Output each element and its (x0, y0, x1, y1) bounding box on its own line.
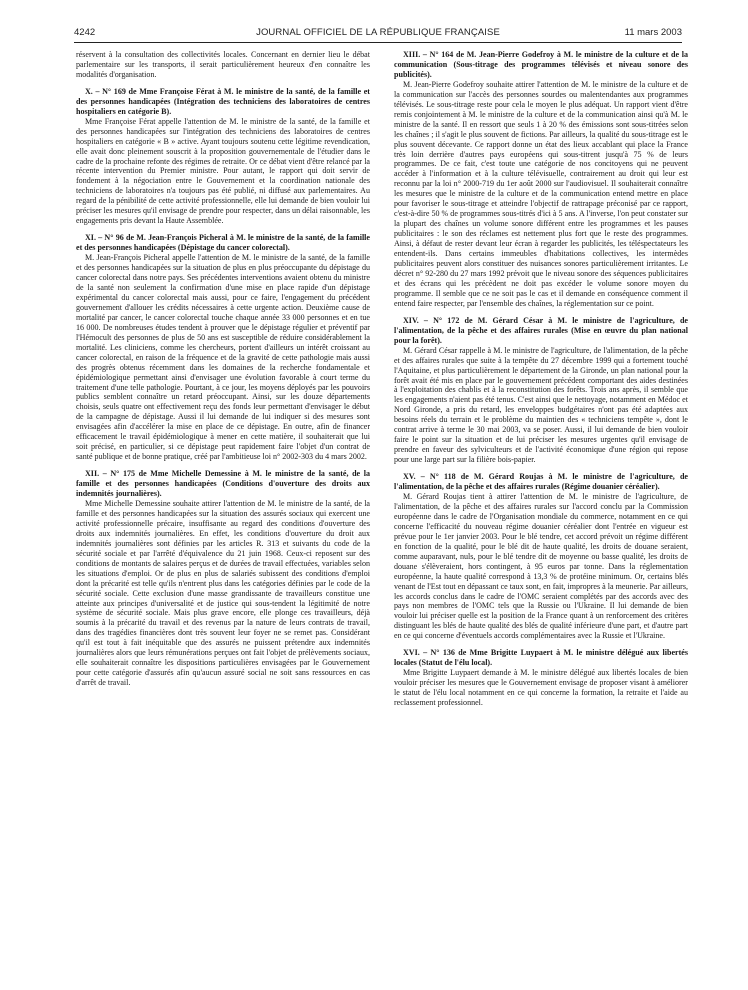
question-body-xii: Mme Michelle Demessine souhaite attirer l'attention de M. le ministre de la santé, de la famille et des personnes handicapées sur la situation des assurés sociaux qui exercent une activité professionnelle précaire, insuffisante au regard des conditions d'ouverture des droits aux indemnités journalières. En effet, les conditions d'ouverture du droit aux indemnités journalières sont définies par les articles R. 313 et suivants du code de la sécurité sociale et par l'arrêté d'équivalence du 21 juin 1968. Ceux-ci reposent sur des conditions de montants de salaires perçus et de durées de travail effectuées, variables selon les situations d'emploi. Or de plus en plus de salariés subissent des conditions d'emploi dont la précarité est telle qu'ils n'entrent plus dans les catégories définies par le code de la sécurité sociale. Cette exclusion d'une masse grandissante de travailleurs constitue une atteinte aux principes d'universalité et de justice qui sous-tendent la légitimité de notre système de sécurité sociale. Mais plus grave encore, elle plonge ces travailleurs, déjà soumis à la précarité du travail et des revenus par la nature de leurs contrats de travail, dans des tragédies financières dont très souvent leur foyer ne se remet pas. Considérant qu'il est tout à fait inéquitable que des assurés ne puissent prétendre aux indemnités journalières alors que leurs rémunérations perçues ont fait l'objet de prélèvements sociaux, elle souhaiterait connaître les dispositions particulières envisagées par le Gouvernement pour cette catégorie d'assurés afin qu'aucun assuré social ne soit sans ressources en cas d'arrêt de travail. (76, 498, 370, 688)
question-heading-xiv: XIV. – N° 172 de M. Gérard César à M. le ministre de l'agriculture, de l'alimentation, de la pêche et des affaires rurales (Mise en œuvre du plan national pour la forêt). (394, 315, 688, 345)
header-rule (74, 42, 682, 43)
page-number: 4242 (74, 27, 96, 38)
question-body-xiv: M. Gérard César rappelle à M. le ministre de l'agriculture, de l'alimentation, de la pêche et des affaires rurales que suite à la tempête du 27 décembre 1999 qui a fortement touché l'Aquitaine, et plus particulièrement le département de la Gironde, un plan national pour la forêt avait été mis en place par le gouvernement précédent comportant des aides destinées à l'exploitation des chablis et à la reconstitution des forêts. Trois ans après, il semble que les engagements n'aient pas été tenus. C'est ainsi que le nettoyage, notamment en Médoc et Nord Gironde, a pris du retard, les enveloppes budgétaires n'ont pas été adaptées aux besoins réels du terrain et le problème du maintien des « techniciens tempête », dont le contrat arrive à terme le 30 mai 2003, va se poser. Aussi, il lui demande de bien vouloir faire le point sur la situation et de lui préciser les mesures urgentes qu'il envisage de prendre en faveur des sylviculteurs et de l'activité économique d'une région qui repose pour une large part sur la filière bois-papier. (394, 345, 688, 465)
question-body-xiii: M. Jean-Pierre Godefroy souhaite attirer l'attention de M. le ministre de la culture et de la communication sur l'accès des personnes sourdes ou malentendantes aux programmes télévisés. Le sous-titrage reste pour cela le moyen le plus adéquat. Un rapport vient d'être remis conjointement à M. le ministre de la culture et de la communication ainsi qu'à M. le ministre de la santé. Il en ressort que seuls 1 à 20 % des émissions sont sous-titrées selon les chaînes ; il s'agit le plus souvent de fictions. Par ailleurs, la qualité du sous-titrage est le plus souvent décevante. Ce rapport donne un état des lieux accablant qui place la France très loin derrière d'autres pays européens qui sous-titrent jusqu'à 75 % de leurs programmes. De ce fait, c'est toute une catégorie de nos concitoyens qui ne peuvent accéder à l'information et à la culture télévisuelle, contrairement au droit qui leur est reconnu par la loi n° 2000-719 du 1er août 2000 sur l'audiovisuel. Il souhaiterait connaître les mesures que le ministre de la culture et de la communication entend mettre en place pour favoriser le sous-titrage et atteindre l'objectif de rattrapage préconisé par ce rapport, c'est-à-dire 50 % de programmes sous-titrés d'ici à 5 ans. A l'inverse, l'on peut constater sur la plupart des chaînes un volume sonore différent entre les programmes et les pauses publicitaires : le son des réclames est nettement plus fort que le reste des programmes. Ainsi, à défaut de rester devant leur écran à regarder les publicités, les téléspectateurs les entendent-ils. Dans certains immeubles d'habitations collectives, les intermèdes publicitaires peuvent alors constituer des nuisances sonores particulièrement irritantes. Le décret n° 92-280 du 27 mars 1992 prévoit que le niveau sonore des séquences publicitaires et des écrans qui les précèdent ne doit pas excéder le volume sonore moyen du programme. Il semble que ce ne soit pas le cas et il demande en conséquence comment il entend faire respecter, par l'ensemble des chaînes, la réglementation sur ce point. (394, 79, 688, 308)
question-heading-xiii: XIII. – N° 164 de M. Jean-Pierre Godefroy à M. le ministre de la culture et de la communication (Sous-titrage des programmes télévisés et niveau sonore des publicités). (394, 50, 688, 79)
left-column (76, 50, 370, 980)
issue-date: 11 mars 2003 (624, 27, 682, 38)
question-body-x: Mme Françoise Férat appelle l'attention de M. le ministre de la santé, de la famille et des personnes handicapées sur l'intégration des techniciens des laboratoires de centres hospitaliers en catégorie « B » active. Ayant toujours soutenu cette légitime revendication, elle avait donc pleinement souscrit à la proposition gouvernementale de l'étudier dans le cadre de la prochaine refonte des régimes de retraite. Or ce débat vient d'être relancé par la récente intervention du Premier ministre. Pour autant, le rapport qui doit servir de fondement à la négociation entre le Gouvernement et la coordination nationale des techniciens de laboratoires n'a toujours pas été publié, ni diffusé aux parlementaires. Au regard de la pénibilité de cette activité professionnelle, elle lui demande de bien vouloir lui préciser les mesures qu'il envisage de prendre pour respecter, dans un délai raisonnable, les engagements pris devant la Haute Assemblée. (76, 116, 370, 226)
question-body-xvi: Mme Brigitte Luypaert demande à M. le ministre délégué aux libertés locales de bien vouloir préciser les mesures que le Gouvernement envisage de proposer visant à améliorer le statut de l'élu local notamment en ce qui concerne la formation, la retraite et l'aide au reclassement professionnel. (394, 668, 688, 708)
continued-paragraph: réservent à la consultation des collectivités locales. Concernant en dernier lieu le débat parlementaire sur les transports, il serait particulièrement heureux d'en connaître les modalités d'organisation. (76, 50, 370, 79)
question-body-xv: M. Gérard Roujas tient à attirer l'attention de M. le ministre de l'agriculture, de l'alimentation, de la pêche et des affaires rurales sur l'accord conclu par la Commission européenne dans le cadre de l'Organisation mondiale du commerce, notamment en ce qui concerne l'efficacité du nouveau régime douanier céréalier dont l'entrée en vigueur est prévue pour le 1er janvier 2003. Pour le blé tendre, cet accord prévoit un régime différent en fonction de la qualité, pour le blé dit de haute qualité, les droits de douane seraient, comme auparavant, nuls, pour le blé tendre dit de moyenne ou basse qualité, les droits de douane s'élèveraient, hors contingent, à 95 euros par tonne. Dans la réglementation européenne, la haute qualité correspond à 13,3 % de protéine minimum. Or, certains blés venant de l'Est tout en dépassant ce taux sont, en fait, impropres à la meunerie. Par ailleurs, les accords conclus dans le cadre de l'OMC seraient complétés par des accords avec des pays non membres de l'OMC tels que la Russie ou l'Ukraine. Il lui demande de bien vouloir lui préciser quelle est la position de la France quant à un renforcement des critères distinguant les blés de haute qualité des blés de qualité inférieure d'une part, et d'autre part en ce qui concerne d'éventuels accords complémentaires avec la Russie et l'Ukraine. (394, 491, 688, 641)
page-header (74, 27, 682, 41)
question-heading-x: X. – N° 169 de Mme Françoise Férat à M. le ministre de la santé, de la famille et des personnes handicapées (Intégration des techniciens des laboratoires de centres hospitaliers en catégorie B). (76, 86, 370, 116)
question-body-xi: M. Jean-François Picheral appelle l'attention de M. le ministre de la santé, de la famille et des personnes handicapées sur la situation de plus en plus préoccupante du dépistage du cancer colorectal dans notre pays. Ses précédentes interventions avaient obtenu du ministre de la santé non seulement la confirmation d'une mise en place rapide d'un dépistage expérimental du cancer colorectal mais aussi, pour ce faire, l'engagement du précédent gouvernement d'allouer les crédits nécessaires à cette urgente action. Deuxième cause de mortalité par cancer, le cancer colorectal touche chaque année 33 000 personnes et en tue 16 000. De nombreuses études tendent à prouver que le dépistage régulier et préventif par l'Hémocult des personnes de plus de 50 ans est susceptible de réduire considérablement la mortalité. Les cliniciens, comme les chercheurs, portent d'ailleurs un intérêt croissant au cancer colorectal, en raison de la fréquence et de la gravité de cette pathologie mais aussi des progrès obtenus récemment dans les domaines de la recherche fondamentale et épidémiologique permettant ainsi d'envisager une évolution favorable à court terme du traitement d'une telle pathologie. Pourtant, à ce jour, les moyens déployés par les pouvoirs publics semblent connaître un retard préoccupant. Ainsi, sur les douze départements choisis, seuls quatre ont effectivement reçu des fonds leur permettant d'envisager le début de la campagne de dépistage. Aussi il lui demande de lui indiquer si des mesures sont envisagées afin d'accélérer la mise en place de ce dépistage. En outre, afin de financer efficacement le travail épidémiologique à mener en cette matière, il souhaiterait que lui soit précisé, en particulier, si ce dépistage peut rapidement faire l'objet d'un contrat de santé publique et de bonne pratique, créé par l'ambitieuse loi n° 2002-303 du 4 mars 2002. (76, 253, 370, 462)
question-heading-xii: XII. – N° 175 de Mme Michelle Demessine à M. le ministre de la santé, de la famille et des personnes handicapées (Conditions d'ouverture des droits aux indemnités journalières). (76, 469, 370, 499)
right-column (394, 50, 688, 980)
question-heading-xv: XV. – N° 118 de M. Gérard Roujas à M. le ministre de l'agriculture, de l'alimentation, de la pêche et des affaires rurales (Régime douanier céréalier). (394, 472, 688, 492)
question-heading-xvi: XVI. – N° 136 de Mme Brigitte Luypaert à M. le ministre délégué aux libertés locales (Statut de l'élu local). (394, 648, 688, 668)
journal-title: JOURNAL OFFICIEL DE LA RÉPUBLIQUE FRANÇAISE (256, 27, 500, 38)
question-heading-xi: XI. – N° 96 de M. Jean-François Picheral à M. le ministre de la santé, de la famille et des personnes handicapées (Dépistage du cancer colorectal). (76, 233, 370, 253)
